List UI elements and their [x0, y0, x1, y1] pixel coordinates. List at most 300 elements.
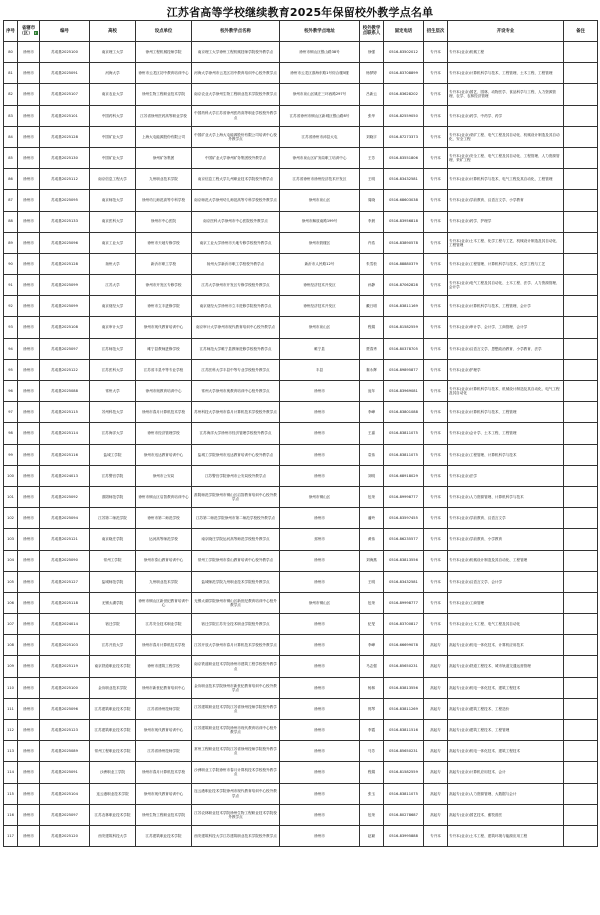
cell-level: 高起专	[424, 762, 448, 783]
cell-unit: 徐州市春月计算机技术学校	[136, 762, 192, 783]
cell-point-name: 江苏大学徐州市开发区专修学校校外教学点	[192, 275, 280, 296]
cell-seq: 88	[4, 211, 18, 232]
table-row	[4, 529, 598, 550]
cell-point-name: 江苏师范大学睢宁县教师进修学校校外教学点	[192, 338, 280, 359]
cell-city: 徐州市	[18, 338, 40, 359]
cell-address: 徐州经济技术开发区	[280, 296, 360, 317]
cell-level: 专升本	[424, 190, 448, 211]
cell-point-name: 南京财经大学徐州市立丰进修学院校外教学点	[192, 296, 280, 317]
cell-city: 徐州市	[18, 614, 40, 635]
cell-school: 江苏大学	[90, 275, 136, 296]
cell-school: 江苏医科大学	[90, 359, 136, 380]
cell-city: 徐州市	[18, 84, 40, 105]
cell-note	[564, 381, 598, 402]
cell-address: 徐州市铜山区	[280, 486, 360, 507]
cell-point-name: 江苏建筑职业技术学院江苏省徐州技师学院校外教学点	[192, 698, 280, 719]
cell-seq: 82	[4, 84, 18, 105]
cell-level: 专升本	[424, 825, 448, 846]
cell-seq: 106	[4, 592, 18, 613]
cell-level: 专升本	[424, 42, 448, 63]
cell-level: 专升本	[424, 614, 448, 635]
cell-major: 高起专(业余)园艺技术、畜牧兽医	[448, 804, 564, 825]
cell-school: 盐城工学院	[90, 444, 136, 465]
cell-level: 专升本	[424, 465, 448, 486]
cell-school: 江苏农林职业技术学院	[90, 804, 136, 825]
header-phone: 固定电话	[384, 21, 424, 42]
cell-seq: 99	[4, 444, 18, 465]
cell-level: 专升本	[424, 63, 448, 84]
cell-address: 新沂市人民路12号	[280, 253, 360, 274]
cell-point-name: 中国药科大学江苏省徐州医药高等职业学校校外教学点	[192, 105, 280, 126]
cell-major: 专升本(业余)护理学	[448, 359, 564, 380]
cell-code: 苏成基2024014	[40, 614, 90, 635]
cell-seq: 87	[4, 190, 18, 211]
table-row	[4, 571, 598, 592]
cell-note	[564, 486, 598, 507]
cell-phone: 0516-83969081	[384, 381, 424, 402]
cell-note	[564, 444, 598, 465]
cell-phone: 0516-89895877	[384, 359, 424, 380]
cell-level: 高起专	[424, 677, 448, 698]
cell-major: 专升本(业余)计算机科学与技术、电气工程及其自动化、工程管理	[448, 169, 564, 190]
cell-note	[564, 783, 598, 804]
cell-school: 无锡太湖学院	[90, 592, 136, 613]
cell-major: 专升本(业余)计算机科学与技术、工程管理	[448, 402, 564, 423]
cell-city: 徐州市	[18, 253, 40, 274]
cell-contact: 王芳	[360, 147, 384, 168]
cell-note	[564, 402, 598, 423]
cell-level: 专升本	[424, 359, 448, 380]
cell-note	[564, 508, 598, 529]
cell-note	[564, 190, 598, 211]
cell-address: 江苏省徐州市铜山区新城区银山路8号	[280, 105, 360, 126]
cell-seq: 101	[4, 486, 18, 507]
table-row	[4, 63, 598, 84]
cell-note	[564, 762, 598, 783]
cell-level: 专升本	[424, 105, 448, 126]
cell-unit: 徐州市泰山教育培训中心	[136, 550, 192, 571]
cell-seq: 96	[4, 381, 18, 402]
table-header-row	[4, 21, 598, 42]
cell-seq: 114	[4, 762, 18, 783]
cell-address: 邳州市	[280, 529, 360, 550]
cell-unit: 徐州市天地专修学校	[136, 232, 192, 253]
cell-note	[564, 804, 598, 825]
cell-point-name: 扬州大学新沂市职工学校校外教学点	[192, 253, 280, 274]
cell-code: 苏成基2025091	[40, 762, 90, 783]
cell-school: 南京铁道职业技术学院	[90, 656, 136, 677]
cell-school: 江苏师范大学	[90, 338, 136, 359]
cell-point-name: 宿迁学院江苏安全技术职业学院校外教学点	[192, 614, 280, 635]
header-school: 高校	[90, 21, 136, 42]
cell-level: 高起专	[424, 635, 448, 656]
cell-seq: 95	[4, 359, 18, 380]
header-major: 开设专业	[448, 21, 564, 42]
cell-phone: 0516-83956818	[384, 211, 424, 232]
table-body	[4, 42, 598, 847]
cell-point-name: 南京铁道职业技术学院徐州市建筑工程学校校外教学点	[192, 656, 280, 677]
table-row	[4, 359, 598, 380]
cell-contact: 戴日明	[360, 296, 384, 317]
cell-note	[564, 211, 598, 232]
cell-seq: 92	[4, 296, 18, 317]
cell-address: 徐州市	[280, 550, 360, 571]
header-note: 备注	[564, 21, 598, 42]
cell-point-name: 江苏海洋大学徐州市经济管理学校校外教学点	[192, 423, 280, 444]
cell-code: 苏成基2025118	[40, 592, 90, 613]
cell-seq: 86	[4, 169, 18, 190]
cell-contact: 朱雪松	[360, 253, 384, 274]
cell-major: 高起专(业余)机电一体化技术、计算机应用技术	[448, 635, 564, 656]
cell-seq: 80	[4, 42, 18, 63]
cell-unit: 徐州市中心医院	[136, 211, 192, 232]
cell-level: 高起专	[424, 741, 448, 762]
cell-unit: 徐州市新世纪教育培训中心	[136, 677, 192, 698]
cell-major: 专升本(业余)土木工程、化学工程与工艺、机械设计制造及其自动化、工程管理	[448, 232, 564, 253]
table-row	[4, 147, 598, 168]
cell-contact: 李霞	[360, 720, 384, 741]
cell-contact: 徐强	[360, 42, 384, 63]
cell-phone: 0516-68918029	[384, 465, 424, 486]
cell-seq: 89	[4, 232, 18, 253]
cell-level: 专升本	[424, 381, 448, 402]
cell-address: 徐州市解放南路199号	[280, 211, 360, 232]
table-row	[4, 762, 598, 783]
table-row	[4, 317, 598, 338]
table-row	[4, 423, 598, 444]
cell-city: 徐州市	[18, 825, 40, 846]
table-row	[4, 84, 598, 105]
cell-city: 徐州市	[18, 635, 40, 656]
cell-address: 徐州市	[280, 698, 360, 719]
cell-contact: 张玉	[360, 783, 384, 804]
cell-address: 徐州市	[280, 741, 360, 762]
cell-point-name: 淮阴师范学院徐州市铜山区启智教育培训中心校外教学点	[192, 486, 280, 507]
cell-address: 徐州市	[280, 635, 360, 656]
cell-note	[564, 63, 598, 84]
cell-code: 苏成基2025104	[40, 783, 90, 804]
cell-school: 苏州科技大学	[90, 402, 136, 423]
cell-address: 徐州市	[280, 571, 360, 592]
cell-code: 苏成基2025107	[40, 84, 90, 105]
cell-level: 专升本	[424, 571, 448, 592]
cell-seq: 107	[4, 614, 18, 635]
cell-phone: 0516-83811075	[384, 444, 424, 465]
cell-level: 专升本	[424, 253, 448, 274]
cell-note	[564, 232, 598, 253]
cell-address: 徐州市	[280, 783, 360, 804]
cell-point-name: 西安建筑科技大学江苏建筑职业技术学院校外教学点	[192, 825, 280, 846]
cell-unit: 徐州生物工程职业技术学院	[136, 84, 192, 105]
cell-level: 专升本	[424, 147, 448, 168]
cell-unit: 徐州市现代教育培训中心	[136, 720, 192, 741]
cell-contact: 王明	[360, 169, 384, 190]
cell-contact: 李峰	[360, 402, 384, 423]
cell-major: 专升本(业余)园艺、园林、动物医学、食品科学与工程、人力资源管理、农学、农林经济管理	[448, 84, 564, 105]
cell-city: 徐州市	[18, 486, 40, 507]
cell-city: 徐州市	[18, 169, 40, 190]
cell-school: 沙洲职业工学院	[90, 762, 136, 783]
cell-phone: 0516-66699078	[384, 635, 424, 656]
cell-major: 专升本(业余)汉语言文学、思想政治教育、小学教育、法学	[448, 338, 564, 359]
cell-phone: 0516-86235577	[384, 529, 424, 550]
table-row	[4, 465, 598, 486]
table-row	[4, 338, 598, 359]
table-row	[4, 42, 598, 63]
cell-note	[564, 465, 598, 486]
cell-address: 徐州市泉山区	[280, 317, 360, 338]
cell-code: 苏成基2025108	[40, 317, 90, 338]
filter-icon[interactable]: ▾	[34, 30, 37, 35]
cell-phone: 0516-83890578	[384, 232, 424, 253]
cell-school: 淮阴师范学院	[90, 486, 136, 507]
cell-phone: 0516-89998777	[384, 486, 424, 507]
cell-unit: 新沂市职工学校	[136, 253, 192, 274]
cell-seq: 90	[4, 253, 18, 274]
cell-unit: 江苏安全技术职业学院	[136, 614, 192, 635]
document-title: 江苏省高等学校继续教育2025年保留校外教学点名单	[166, 6, 434, 19]
cell-major: 高起专(业余)铁道工程技术、城市轨道交通运营管理	[448, 656, 564, 677]
cell-phone: 0516-83551806	[384, 147, 424, 168]
cell-point-name: 江苏医科大学丰县中等专业学校校外教学点	[192, 359, 280, 380]
cell-code: 苏成基2025096	[40, 232, 90, 253]
cell-address: 徐州市	[280, 762, 360, 783]
cell-point-name: 南京医科大学徐州市中心医院校外教学点	[192, 211, 280, 232]
table-row	[4, 720, 598, 741]
cell-city: 徐州市	[18, 465, 40, 486]
table-row	[4, 211, 598, 232]
cell-note	[564, 698, 598, 719]
cell-unit: 徐州矿务集团	[136, 147, 192, 168]
table-row	[4, 486, 598, 507]
cell-school: 江苏建筑职业技术学院	[90, 698, 136, 719]
cell-city: 徐州市	[18, 698, 40, 719]
cell-phone: 0516-83597455	[384, 508, 424, 529]
cell-code: 苏成基2025127	[40, 571, 90, 592]
cell-city: 徐州市	[18, 317, 40, 338]
cell-phone: 0516-83801088	[384, 402, 424, 423]
cell-major: 专升本(业余)工程管理、计算机科学与技术	[448, 444, 564, 465]
cell-note	[564, 169, 598, 190]
cell-note	[564, 656, 598, 677]
cell-major: 高起专(业余)计算机应用技术、会计	[448, 762, 564, 783]
cell-major: 专升本(业余)安全工程、电气工程及其自动化、工程管理、人力资源管理、采矿工程	[448, 147, 564, 168]
cell-note	[564, 677, 598, 698]
cell-unit: 徐州市现代教育培训中心	[136, 783, 192, 804]
cell-code: 苏成基2025099	[40, 275, 90, 296]
cell-contact: 李晨	[360, 211, 384, 232]
cell-code: 苏成基2025130	[40, 147, 90, 168]
cell-contact: 包荣	[360, 486, 384, 507]
cell-point-name: 苏州科技大学徐州市春月计算机技术学校校外教学点	[192, 402, 280, 423]
cell-phone: 0516-83813556	[384, 550, 424, 571]
cell-unit: 徐州市立丰进修学院	[136, 296, 192, 317]
cell-point-name: 常州工程职业技术学院江苏省徐州技师学院校外教学点	[192, 741, 280, 762]
cell-major: 专升本(业余)学前教育、小学教育	[448, 529, 564, 550]
cell-level: 专升本	[424, 486, 448, 507]
cell-code: 苏成基2025133	[40, 211, 90, 232]
cell-point-name: 盐城师范学院九州职业技术学院校外教学点	[192, 571, 280, 592]
cell-school: 南京师范大学	[90, 190, 136, 211]
cell-address: 徐州市	[280, 825, 360, 846]
header-address: 校外教学点地址	[280, 21, 360, 42]
cell-contact: 庞年	[360, 381, 384, 402]
cell-point-name: 常州工学院徐州市泰山教育培训中心校外教学点	[192, 550, 280, 571]
cell-note	[564, 42, 598, 63]
cell-note	[564, 84, 598, 105]
cell-major: 专升本(业余)药学、中药学、药学	[448, 105, 564, 126]
cell-seq: 108	[4, 635, 18, 656]
cell-school: 江苏海洋大学	[90, 423, 136, 444]
cell-note	[564, 550, 598, 571]
cell-major: 专升本(业余)计算机科学与技术、工程管理、土木工程、工程管理	[448, 63, 564, 84]
cell-address: 徐州市泉山区姚庄三环西路297号	[280, 84, 360, 105]
cell-unit: 江苏省徐州技师学院	[136, 741, 192, 762]
cell-city: 徐州市	[18, 762, 40, 783]
cell-contact: 杨梦婷	[360, 63, 384, 84]
cell-seq: 100	[4, 465, 18, 486]
cell-city: 徐州市	[18, 550, 40, 571]
cell-school: 江苏开放大学	[90, 635, 136, 656]
cell-level: 专升本	[424, 550, 448, 571]
cell-level: 高起专	[424, 783, 448, 804]
cell-point-name: 南京农业大学徐州生物工程职业技术学院校外教学点	[192, 84, 280, 105]
cell-level: 专升本	[424, 84, 448, 105]
cell-school: 江苏警官学院	[90, 465, 136, 486]
cell-address: 江苏省徐州市沛县大屯	[280, 126, 360, 147]
cell-code: 苏成基2025095	[40, 190, 90, 211]
cell-school: 连云港职业技术学院	[90, 783, 136, 804]
cell-code: 苏成基2025096	[40, 698, 90, 719]
cell-seq: 83	[4, 105, 18, 126]
cell-point-name: 南京工业大学徐州市天地专修学校校外教学点	[192, 232, 280, 253]
table-row	[4, 232, 598, 253]
cell-unit: 九州职业技术学院	[136, 169, 192, 190]
cell-major: 专升本(业余)计算机科学与技术、机械设计制造及其自动化、电气工程及其自动化	[448, 381, 564, 402]
cell-point-name: 南京理工大学徐州工程机械技师学院校外教学点	[192, 42, 280, 63]
cell-address: 徐州市	[280, 720, 360, 741]
cell-point-name: 南京晓庄学院运河高等师范学校校外教学点	[192, 529, 280, 550]
cell-note	[564, 720, 598, 741]
cell-major: 专升本(业余)机械设计制造及其自动化、工程管理	[448, 550, 564, 571]
cell-note	[564, 338, 598, 359]
cell-address: 徐州市泉山区	[280, 190, 360, 211]
cell-note	[564, 275, 598, 296]
table-row	[4, 804, 598, 825]
cell-city: 徐州市	[18, 423, 40, 444]
cell-major: 专升本(业余)计算机科学与技术、工程管理、会计学	[448, 296, 564, 317]
cell-code: 苏成基2025112	[40, 169, 90, 190]
header-city[interactable]: 省辖市（区） ▾	[18, 21, 40, 42]
cell-unit: 徐州幼儿师范高等专科学校	[136, 190, 192, 211]
cell-school: 宿迁学院	[90, 614, 136, 635]
cell-major: 专升本(业余)工程管理、计算机科学与技术、化学工程与工艺	[448, 253, 564, 274]
cell-code: 苏成基2025091	[40, 63, 90, 84]
cell-phone: 0516-85650231	[384, 741, 424, 762]
cell-seq: 98	[4, 423, 18, 444]
cell-seq: 109	[4, 656, 18, 677]
cell-level: 高起专	[424, 656, 448, 677]
header-point-name: 校外教学点名称	[192, 21, 280, 42]
cell-level: 高起专	[424, 698, 448, 719]
cell-phone: 0516-68603038	[384, 190, 424, 211]
cell-point-name: 中国矿业大学上海大屯能源股份有限公司培训中心校外教学点	[192, 126, 280, 147]
cell-note	[564, 614, 598, 635]
cell-phone: 0516-83811075	[384, 423, 424, 444]
table-row	[4, 592, 598, 613]
cell-address: 徐州市泉山区矿务局职工培训中心	[280, 147, 360, 168]
cell-code: 苏成基2025099	[40, 296, 90, 317]
cell-note	[564, 825, 598, 846]
cell-city: 徐州市	[18, 720, 40, 741]
cell-major: 专升本(业余)土木工程、电气工程及其自动化	[448, 614, 564, 635]
cell-level: 专升本	[424, 169, 448, 190]
cell-seq: 104	[4, 550, 18, 571]
cell-note	[564, 571, 598, 592]
cell-contact: 袁伟	[360, 444, 384, 465]
cell-city: 徐州市	[18, 592, 40, 613]
table-row	[4, 190, 598, 211]
cell-address: 徐州经济技术开发区	[280, 275, 360, 296]
cell-phone: 0516-83813556	[384, 677, 424, 698]
cell-phone: 0516-87273373	[384, 126, 424, 147]
cell-note	[564, 741, 598, 762]
header-contact: 校外教学点联系人	[360, 21, 384, 42]
cell-phone: 0516-80378705	[384, 338, 424, 359]
cell-phone: 0516-83708899	[384, 63, 424, 84]
cell-unit: 徐州市铜山区新世纪教育培训中心	[136, 592, 192, 613]
cell-address: 徐州市	[280, 614, 360, 635]
cell-major: 专升本(业余)学前教育、汉语言文学、小学教育	[448, 190, 564, 211]
cell-unit: 徐州市第二师范学校	[136, 508, 192, 529]
cell-point-name: 南京信息工程大学九州职业技术学院校外教学点	[192, 169, 280, 190]
cell-code: 苏成基2025089	[40, 741, 90, 762]
cell-note	[564, 359, 598, 380]
cell-school: 南京工业大学	[90, 232, 136, 253]
cell-city: 徐州市	[18, 804, 40, 825]
cell-school: 金肯职业技术学院	[90, 677, 136, 698]
cell-code: 苏成基2025115	[40, 402, 90, 423]
cell-phone: 0516-87062828	[384, 275, 424, 296]
cell-point-name: 中国矿业大学徐州矿务集团校外教学点	[192, 147, 280, 168]
cell-level: 专升本	[424, 275, 448, 296]
cell-unit: 徐州市经济管理学校	[136, 423, 192, 444]
cell-note	[564, 592, 598, 613]
table-row	[4, 635, 598, 656]
cell-school: 南京财经大学	[90, 296, 136, 317]
cell-major: 专升本(业余)药学、护理学	[448, 211, 564, 232]
cell-phone: 0516-81582559	[384, 762, 424, 783]
cell-unit: 上海大屯能源股份有限公司	[136, 126, 192, 147]
cell-code: 苏成基2025116	[40, 444, 90, 465]
cell-contact: 周晓	[360, 190, 384, 211]
cell-code: 苏成基2025100	[40, 42, 90, 63]
cell-address: 徐州市	[280, 656, 360, 677]
cell-phone: 0516-85650231	[384, 656, 424, 677]
cell-code: 苏成基2025100	[40, 677, 90, 698]
cell-major: 高起专(业余)建筑工程技术、工程造价	[448, 698, 564, 719]
cell-phone: 0516-83432581	[384, 169, 424, 190]
cell-contact: 王嘉	[360, 423, 384, 444]
cell-code: 苏成基2025122	[40, 359, 90, 380]
cell-city: 徐州市	[18, 381, 40, 402]
cell-level: 专升本	[424, 126, 448, 147]
cell-level: 专升本	[424, 508, 448, 529]
cell-unit: 徐州市迅达教育培训中心	[136, 444, 192, 465]
cell-seq: 111	[4, 698, 18, 719]
cell-major: 高起专(业余)建筑工程技术、工程管理	[448, 720, 564, 741]
cell-note	[564, 296, 598, 317]
